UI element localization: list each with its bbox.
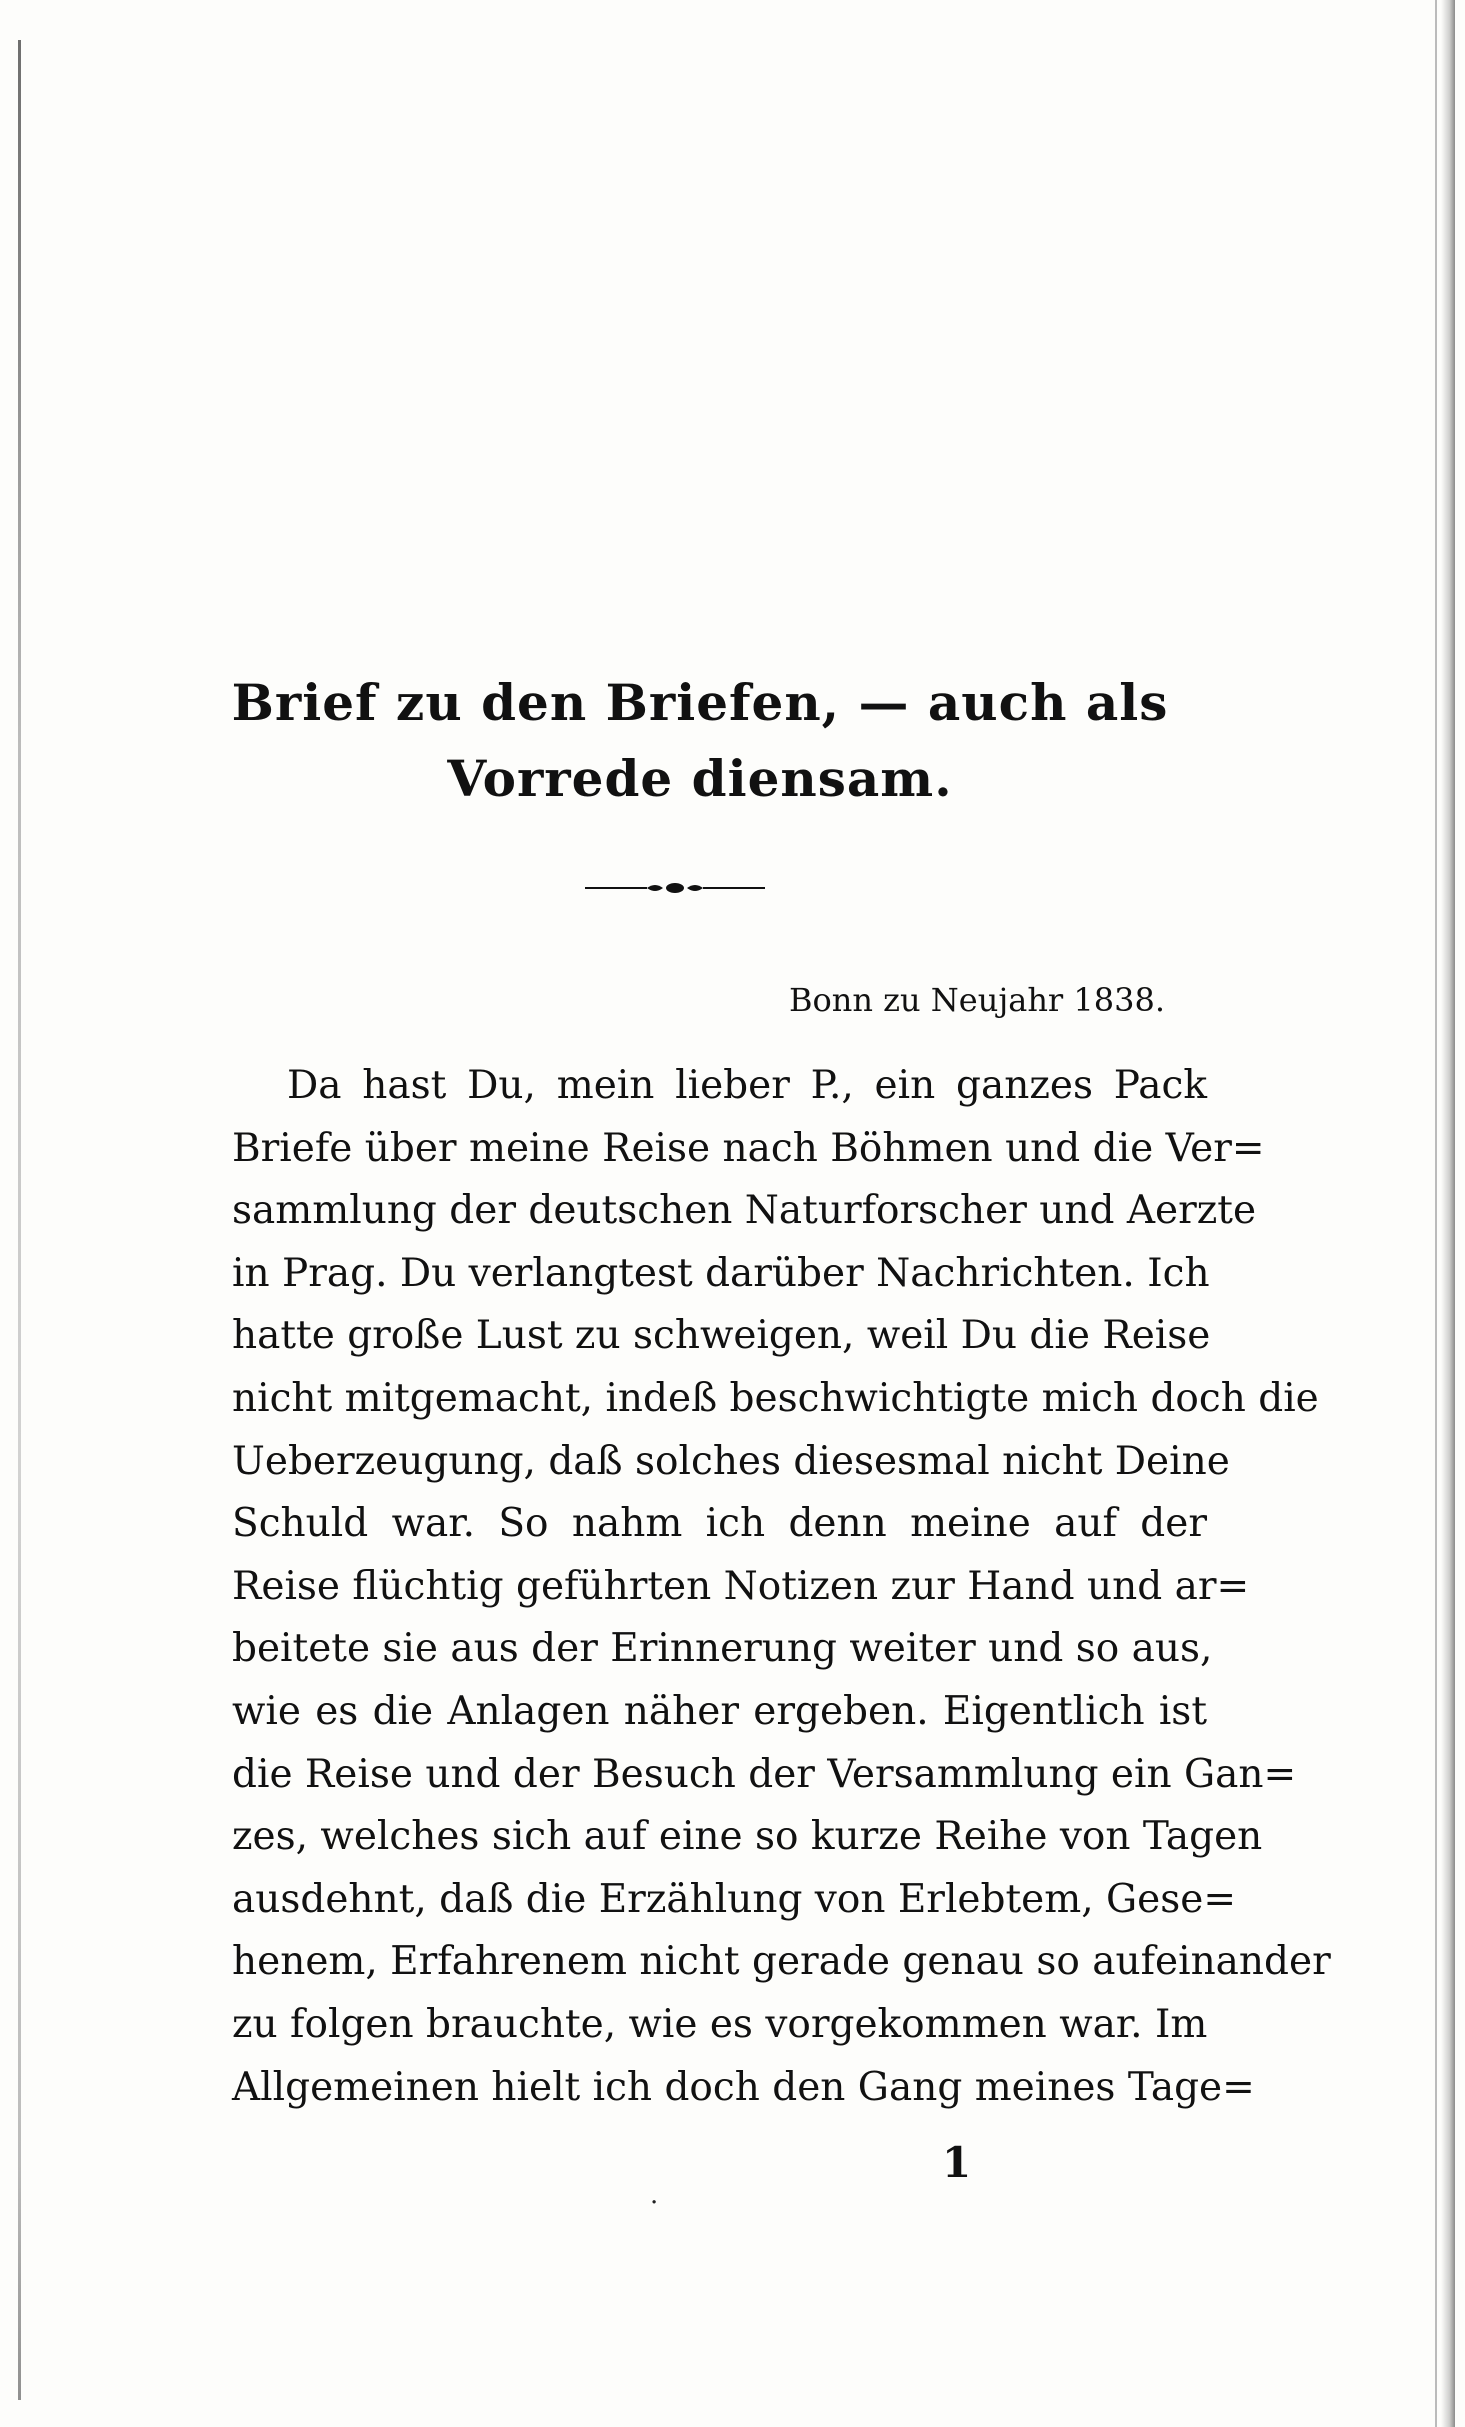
body-line: Reise flüchtig geführten Notizen zur Hand und ar= <box>232 1563 1250 1609</box>
body-line: Briefe über meine Reise nach Böhmen und die Ver= <box>232 1125 1265 1171</box>
body-line: sammlung der deutschen Naturforscher und Aerzte <box>232 1188 1257 1234</box>
print-speck: · <box>650 2188 659 2218</box>
ornament-divider-icon <box>585 878 765 898</box>
body-line: in Prag. Du verlangtest darüber Nachrichten. Ich <box>232 1250 1210 1296</box>
body-line: beitete sie aus der Erinnerung weiter und so aus, <box>232 1626 1213 1672</box>
body-line: Allgemeinen hielt ich doch den Gang meines Tage= <box>232 2064 1255 2110</box>
page-edge-shadow <box>1441 0 1455 2427</box>
body-line: die Reise und der Besuch der Versammlung ein Gan= <box>232 1751 1297 1797</box>
chapter-heading-line-1: Brief zu den Briefen, — auch als <box>231 673 1169 732</box>
chapter-heading-line-2: Vorrede diensam. <box>447 749 953 808</box>
body-line: wie es die Anlagen näher ergeben. Eigentlich ist <box>232 1688 1207 1734</box>
body-line: Schuld war. So nahm ich denn meine auf der <box>232 1501 1207 1547</box>
body-line: zu folgen brauchte, wie es vorgekommen war. Im <box>232 2001 1208 2047</box>
body-line: nicht mitgemacht, indeß beschwichtigte mich doch die <box>232 1375 1319 1421</box>
body-line: ausdehnt, daß die Erzählung von Erlebtem, Gese= <box>232 1876 1237 1922</box>
chapter-heading <box>200 665 1200 817</box>
page-number: 1 <box>942 2138 972 2187</box>
body-line: Da hast Du, mein lieber P., ein ganzes Pack <box>287 1063 1207 1108</box>
dateline: Bonn zu Neujahr 1838. <box>788 981 1165 1019</box>
body-text <box>232 1055 1331 2119</box>
page-gutter-shadow <box>18 40 21 2400</box>
body-line: hatte große Lust zu schweigen, weil Du die Reise <box>232 1313 1211 1359</box>
body-line: zes, welches sich auf eine so kurze Reihe von Tagen <box>232 1814 1263 1860</box>
body-line: Ueberzeugung, daß solches diesesmal nicht Deine <box>232 1438 1230 1484</box>
body-line: henem, Erfahrenem nicht gerade genau so aufeinander <box>232 1939 1331 1985</box>
page-edge-line <box>1435 0 1437 2427</box>
